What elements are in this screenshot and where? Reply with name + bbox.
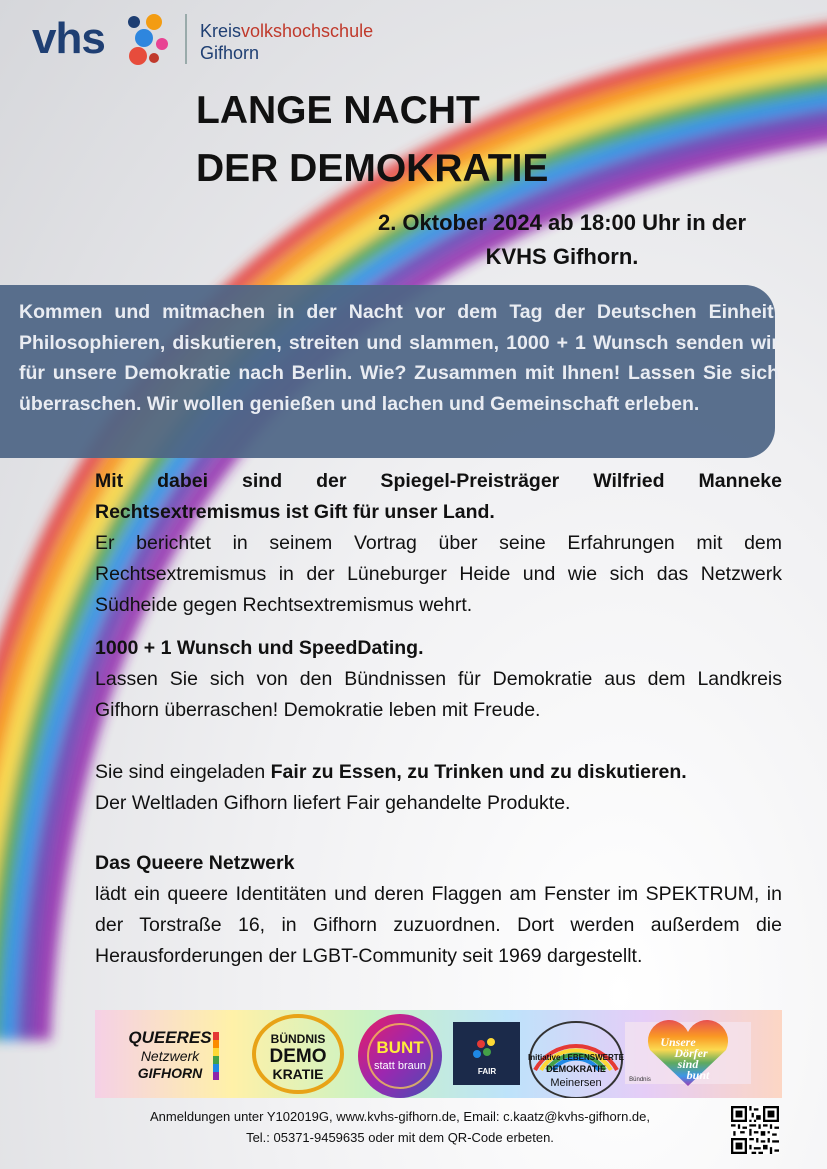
unsere-doerfer-logo [625,1020,751,1086]
date-line-1: 2. Oktober 2024 ab 18:00 Uhr in der [377,210,747,235]
logo-org-city: Gifhorn [200,43,260,63]
section-fair-bold: Fair zu Essen, zu Trinken und zu diskutieren. [270,761,687,783]
section-speaker [95,466,782,621]
logo-dots-icon [124,14,184,66]
section-fair [95,757,782,819]
gifhorn-word: GIFHORN [137,1065,203,1081]
footer-line-1: Anmeldungen unter Y102019G, www.kvhs-gifhorn.de, Email: c.kaatz@kvhs-gifhorn.de, [150,1109,650,1124]
logo-org-accent: volkshochschule [241,21,374,41]
section-wish [95,633,782,726]
sind-word: sind [677,1057,699,1071]
bunt-word: BUNT [376,1038,424,1057]
vhs-logo [32,12,412,68]
section-wish-text: Lassen Sie sich von den Bündnissen für Demokratie aus dem Landkreis Gifhorn überraschen! Demokratie leben mit Freude. [95,668,782,721]
section-wish-heading: 1000 + 1 Wunsch und SpeedDating. [95,637,424,659]
qr-code-icon[interactable] [731,1106,779,1154]
sponsor-logos-band [95,1010,782,1098]
title-line-1: LANGE NACHT [196,89,480,132]
demo-word: DEMO [269,1046,327,1067]
page-title [196,82,548,198]
section-fair-line [95,757,782,788]
bunt-statt-braun-logo [358,1014,442,1098]
demokratie-word: DEMOKRATIE [546,1064,606,1074]
logo-org-name [200,20,373,64]
unsere-word: Unsere [660,1035,696,1049]
intro-text: Kommen und mitmachen in der Nacht vor dem Tag der Deutschen Einheit. Philosophieren, diskutieren, streiten und slammen, 1000 + 1 Wunsch senden wir für unsere Demokratie nach Berlin. Wie? Zusammen mit Ihnen! Lassen Sie sich überraschen. Wir wollen genießen und lachen und Gemeinschaft erleben. [19,301,779,415]
section-fair-text: Der Weltladen Gifhorn liefert Fair gehandelte Produkte. [95,792,571,814]
fair-logo [453,1022,520,1085]
section-fair-pre: Sie sind eingeladen [95,761,271,783]
section-speaker-text: Er berichtet in seinem Vortrag über seine Erfahrungen mit dem Rechtsextremismus in der Lüneburger Heide und wie sich das Netzwerk Südheide gegen Rechtsextremismus wehrt. [95,532,782,616]
section-speaker-heading: Mit dabei sind der Spiegel-Preisträger Wilfried Manneke Rechtsextremismus ist Gift für unser Land. [95,470,782,523]
footer-line-2: Tel.: 05371-9459635 oder mit dem QR-Code erbeten. [246,1130,554,1145]
footer-contact [95,1106,705,1148]
title-line-2: DER DEMOKRATIE [196,147,549,190]
logo-brand: vhs [32,14,105,63]
meinersen-word: Meinersen [550,1077,602,1089]
logo-org-prefix: Kreis [200,21,242,41]
kratie-word: KRATIE [272,1066,324,1082]
fair-word: FAIR [477,1067,497,1076]
date-line-2: KVHS Gifhorn. [485,244,639,269]
buendnis-word: BÜNDNIS [270,1032,326,1046]
event-date [340,206,784,274]
section-queer [95,848,782,972]
lebenswerte-word: Initiative LEBENSWERTE [527,1053,625,1062]
netzwerk-word: Netzwerk [140,1048,200,1064]
section-queer-heading: Das Queere Netzwerk [95,852,295,874]
queeres-word: QUEERES [128,1028,212,1047]
section-queer-text: lädt ein queere Identitäten und deren Flaggen am Fenster im SPEKTRUM, in der Torstraße 16, in Gifhorn zuzuordnen. Dort werden außerdem die Herausforderungen der LGBT-Community seit 1969 dargestellt. [95,883,782,967]
bunt-heart-word: bunt [686,1068,710,1082]
buendnis-small-word: Bündnis [629,1077,651,1083]
doerfer-word: Dörfer [674,1046,708,1060]
statt-braun-word: statt braun [374,1060,426,1072]
logo-separator [185,14,187,64]
